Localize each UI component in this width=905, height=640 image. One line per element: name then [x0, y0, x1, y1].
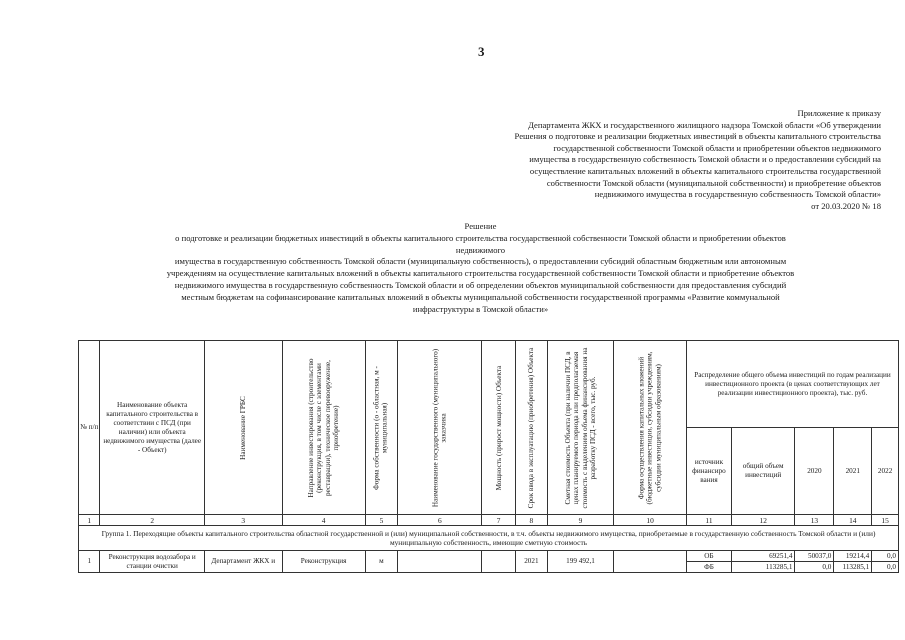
appendix-block [441, 108, 881, 212]
column-number: 7 [482, 515, 516, 526]
appendix-line: имущества в государственную собственность Томской области и о предоставлении субсидий на [529, 154, 881, 165]
column-number-row [79, 515, 899, 526]
column-number: 10 [614, 515, 687, 526]
decision-line: недвижимого [455, 244, 506, 255]
appendix-line: государственной собственности Томской области и приобретении объектов недвижимого [553, 142, 881, 153]
appendix-line: Приложение к приказу [797, 108, 881, 118]
page-number: 3 [478, 44, 485, 59]
header-2021: 2021 [834, 428, 872, 515]
header-grbs-cell [204, 341, 282, 515]
column-number: 4 [282, 515, 365, 526]
column-number: 8 [516, 515, 548, 526]
header-total: общий объем инвестиций [731, 428, 794, 515]
row-2021: 113285,1 [834, 562, 872, 573]
header-2022: 2022 [872, 428, 899, 515]
column-number: 5 [365, 515, 398, 526]
investment-table [78, 340, 899, 573]
header-customer: Наименование государственного (муниципального) заказчика [431, 348, 448, 507]
column-number: 11 [686, 515, 731, 526]
row-source: ФБ [686, 562, 731, 573]
decision-line: Решение [464, 221, 497, 231]
decision-line: о подготовке и реализации бюджетных инвестиций в объекты капитального строительства государственной собственности Томской области и приобретении объектов [175, 232, 786, 243]
appendix-line: от 20.03.2020 № 18 [811, 200, 881, 211]
header-form: Форма осуществления капитальных вложений (бюджетные инвестиции, субсидии учреждениям, субсидии муниципальным образованиям) [637, 351, 663, 504]
header-direction: Направление инвестирования (строительство (реконструкция, в том числе с элементами реставрации), техническое перевооружение, приобретение) [306, 357, 341, 498]
header-term: Срок ввода в эксплуатацию (приобретения) Объекта [527, 347, 536, 508]
decision-line: имущества в государственную собственность Томской области (муниципальную собственность), о предоставлении субсидий областным бюджетным или автономным [174, 256, 787, 267]
appendix-line: собственности Томской области (муниципальной собственности) и приобретение объектов [546, 177, 881, 188]
row-total: 113285,1 [731, 562, 794, 573]
header-capacity: Мощность (прирост мощности) Объекта [494, 365, 503, 490]
header-direction-cell [282, 341, 365, 515]
row-2021: 19214,4 [834, 551, 872, 562]
row-form [614, 551, 687, 573]
table-row [79, 551, 899, 562]
decision-title [88, 221, 873, 315]
decision-line: местным бюджетам на софинансирование капитальных вложений в объекты муниципальной собственности государственной программы «Развитие коммунальной [181, 291, 780, 302]
column-number: 15 [872, 515, 899, 526]
appendix-line: недвижимого имущества в государственную собственность Томской области» [594, 189, 881, 200]
row-customer [398, 551, 482, 573]
decision-line: недвижимого имущества в государственную собственность Томской области и об определении объектов муниципальной собственности для предоставления субсидий [174, 279, 787, 290]
row-2020: 50037,0 [795, 551, 834, 562]
header-customer-cell [398, 341, 482, 515]
column-number: 12 [731, 515, 794, 526]
row-term: 2021 [516, 551, 548, 573]
row-cost: 199 492,1 [547, 551, 614, 573]
header-name: Наименование объекта капитального строительства в соответствии с ПСД (при наличии) или объекта недвижимого имущества (далее - Объект) [100, 341, 204, 515]
column-number: 14 [834, 515, 872, 526]
column-number: 9 [547, 515, 614, 526]
column-number: 3 [204, 515, 282, 526]
header-2020: 2020 [795, 428, 834, 515]
header-row [79, 341, 899, 428]
appendix-line: Департамента ЖКХ и государственного жилищного надзора Томской области «Об утверждении [528, 119, 881, 130]
row-2022: 0,0 [872, 551, 899, 562]
row-capacity [482, 551, 516, 573]
appendix-line: осуществление капитальных вложений в объекты капитального строительства государственной [529, 165, 881, 176]
header-ownership: Форма собственности (о - областная, м - муниципальная) [373, 365, 390, 490]
row-total: 69251,4 [731, 551, 794, 562]
appendix-line: Решения о подготовке и реализации бюджетных инвестиций в объекты капитального строительства [514, 131, 881, 142]
row-2020: 0,0 [795, 562, 834, 573]
group-row [79, 526, 899, 551]
row-direction: Реконструкция [282, 551, 365, 573]
column-number: 2 [100, 515, 204, 526]
group-title: Группа 1. Переходящие объекты капитального строительства областной государственной и (или) муниципальной собственности, в т.ч. объекты недвижимого имущества, приобретаемые в государственную собственность Томской области и (или) муниципальную собственность, имеющие сметную стоимость [79, 526, 899, 551]
header-cost-cell [547, 341, 614, 515]
header-grbs: Наименование ГРБС [239, 395, 248, 460]
row-ownership: м [365, 551, 398, 573]
decision-line: инфраструктуры в Томской области» [412, 303, 549, 314]
header-form-cell [614, 341, 687, 515]
row-grbs: Департамент ЖКХ и [204, 551, 282, 573]
column-number: 6 [398, 515, 482, 526]
header-term-cell [516, 341, 548, 515]
header-ownership-cell [365, 341, 398, 515]
row-2022: 0,0 [872, 562, 899, 573]
row-num: 1 [79, 551, 100, 573]
header-num: № п/п [79, 341, 100, 515]
row-name: Реконструкция водозабора и станции очистки [100, 551, 204, 573]
header-source: источник финансиро вания [686, 428, 731, 515]
header-capacity-cell [482, 341, 516, 515]
header-distribution: Распределение общего объема инвестиций по годам реализации инвестиционного проекта (в ценах соответствующих лет реализации инвестиционного проекта), тыс. руб. [686, 341, 898, 428]
column-number: 1 [79, 515, 100, 526]
decision-line: учреждениям на осуществление капитальных вложений в объекты капитального строительства государственной собственности Томской области и приобретение объектов [166, 268, 795, 279]
header-cost: Сметная стоимость Объекта (при наличии ПСД, в ценах планируемого периода или предполагаемая стоимость с выделением объема финансирования на разработку ПСД - всего, тыс. руб. [563, 347, 597, 508]
column-number: 13 [795, 515, 834, 526]
row-source: ОБ [686, 551, 731, 562]
